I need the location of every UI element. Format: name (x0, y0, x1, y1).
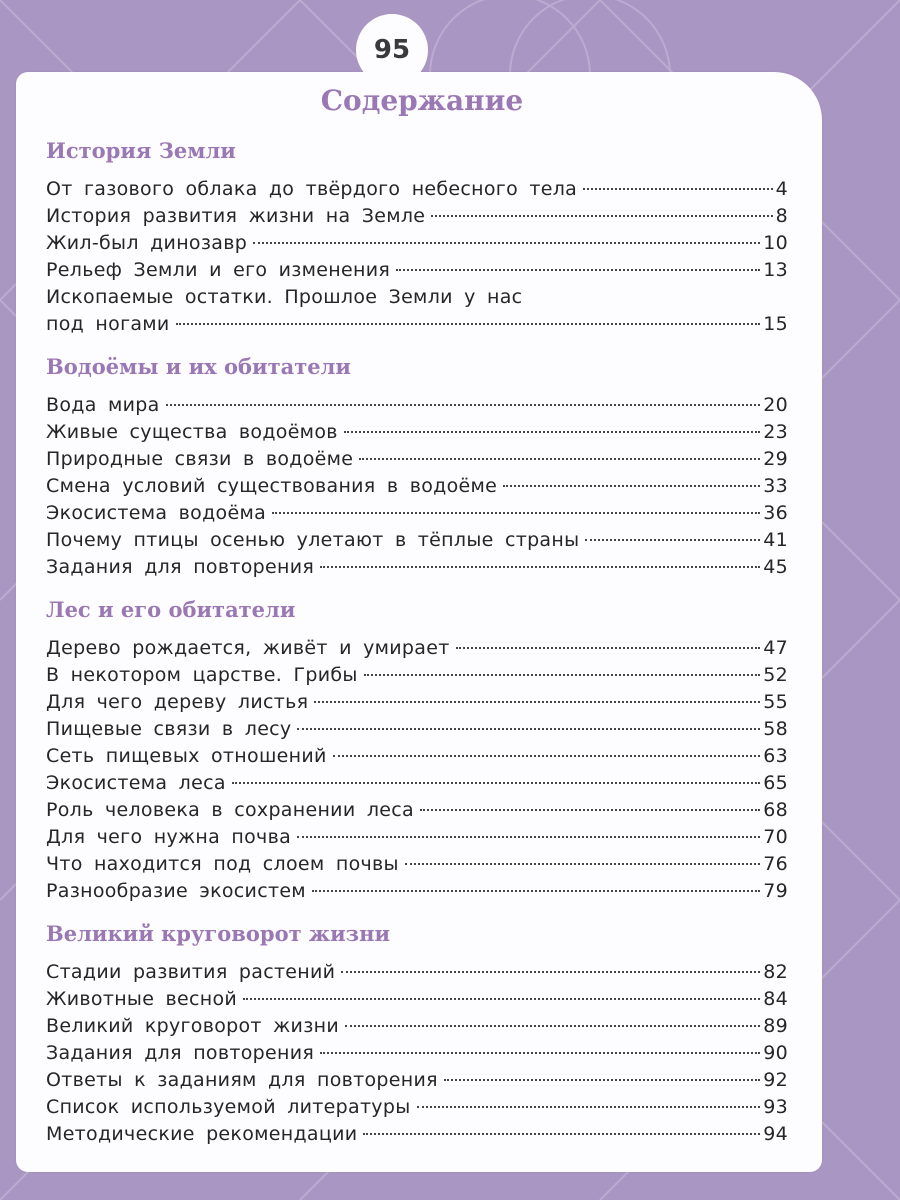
page-title: Содержание (320, 84, 524, 117)
toc-entry[interactable] (46, 1094, 788, 1121)
toc-entry[interactable] (46, 797, 788, 824)
section-title[interactable]: Лес и его обитатели (46, 597, 296, 622)
leader-dots (243, 998, 760, 1000)
toc-entry[interactable] (46, 959, 788, 986)
entry-page: 15 (763, 313, 788, 335)
toc-entry[interactable] (46, 203, 788, 230)
entry-page: 45 (763, 556, 788, 578)
toc-entry[interactable] (46, 419, 788, 446)
section-history-of-earth (46, 134, 788, 338)
entry-title: Смена условий существования в водоёме (46, 475, 498, 497)
toc-entry[interactable] (46, 851, 788, 878)
leader-dots (297, 836, 760, 838)
leader-dots (333, 755, 761, 757)
leader-dots (503, 485, 760, 487)
entry-title: Что находится под слоем почвы (46, 853, 399, 875)
leader-dots (396, 269, 760, 271)
toc-entry[interactable] (46, 1067, 788, 1094)
toc-entry[interactable] (46, 1121, 788, 1148)
entry-title: Экосистема водоёма (46, 502, 267, 524)
leader-dots (320, 566, 760, 568)
section-great-cycle-of-life (46, 917, 788, 1148)
leader-dots (456, 647, 761, 649)
leader-dots (341, 971, 760, 973)
entry-title: Задания для повторения (46, 1042, 315, 1064)
entry-page: 13 (763, 259, 788, 281)
entry-title: Для чего дереву листья (46, 691, 309, 713)
toc-entry[interactable] (46, 527, 788, 554)
toc-entry[interactable] (46, 716, 788, 743)
leader-dots (232, 782, 760, 784)
entry-title-line1: Ископаемые остатки. Прошлое Земли у нас (46, 286, 523, 308)
entry-title: Список используемой литературы (46, 1096, 411, 1118)
entry-page: 94 (763, 1123, 788, 1145)
toc-entry-line2[interactable] (46, 311, 788, 338)
leader-dots (364, 674, 761, 676)
entry-title: Методические рекомендации (46, 1123, 358, 1145)
entry-page: 23 (763, 421, 788, 443)
toc-entry[interactable] (46, 554, 788, 581)
entry-title-line2: под ногами (46, 313, 170, 335)
page-number: 95 (356, 14, 428, 86)
leader-dots (431, 215, 772, 217)
section-title[interactable]: Великий круговорот жизни (46, 921, 391, 946)
entry-page: 36 (763, 502, 788, 524)
entry-page: 58 (763, 718, 788, 740)
section-title[interactable]: История Земли (46, 138, 236, 163)
entry-page: 68 (763, 799, 788, 821)
toc-entry[interactable] (46, 878, 788, 905)
entry-title: Великий круговорот жизни (46, 1015, 339, 1037)
entry-title: Роль человека в сохранении леса (46, 799, 414, 821)
toc-entry[interactable] (46, 743, 788, 770)
entry-page: 52 (763, 664, 788, 686)
toc-entry[interactable] (46, 473, 788, 500)
entry-page: 4 (775, 178, 788, 200)
entry-page: 55 (763, 691, 788, 713)
toc-entry[interactable] (46, 176, 788, 203)
entry-page: 29 (763, 448, 788, 470)
entry-page: 63 (763, 745, 788, 767)
entry-title: Пищевые связи в лесу (46, 718, 292, 740)
entry-title: Природные связи в водоёме (46, 448, 354, 470)
entry-title: Сеть пищевых отношений (46, 745, 327, 767)
leader-dots (363, 1133, 760, 1135)
entry-page: 65 (763, 772, 788, 794)
leader-dots (585, 539, 760, 541)
entry-page: 47 (763, 637, 788, 659)
leader-dots (297, 728, 760, 730)
entry-page: 41 (763, 529, 788, 551)
leader-dots (359, 458, 760, 460)
entry-title: Жил-был динозавр (46, 232, 248, 254)
section-title[interactable]: Водоёмы и их обитатели (46, 354, 351, 379)
leader-dots (444, 1079, 760, 1081)
entry-page: 89 (763, 1015, 788, 1037)
entry-title: От газового облака до твёрдого небесного тела (46, 178, 578, 200)
entry-title: Разнообразие экосистем (46, 880, 306, 902)
toc-entry[interactable] (46, 689, 788, 716)
entry-title: История развития жизни на Земле (46, 205, 426, 227)
leader-dots (344, 431, 760, 433)
leader-dots (417, 1106, 761, 1108)
entry-title: Животные весной (46, 988, 238, 1010)
toc-entry[interactable] (46, 446, 788, 473)
entry-title: Экосистема леса (46, 772, 226, 794)
entry-page: 90 (763, 1042, 788, 1064)
entry-title: Стадии развития растений (46, 961, 336, 983)
leader-dots (272, 512, 760, 514)
toc-entry[interactable] (46, 824, 788, 851)
toc-entry[interactable] (46, 392, 788, 419)
entry-page: 8 (775, 205, 788, 227)
entry-page: 76 (763, 853, 788, 875)
toc-entry-line1[interactable] (46, 284, 788, 311)
entry-title: В некотором царстве. Грибы (46, 664, 358, 686)
section-forest (46, 593, 788, 905)
leader-dots (583, 188, 773, 190)
entry-page: 70 (763, 826, 788, 848)
leader-dots (320, 1052, 760, 1054)
entry-title: Задания для повторения (46, 556, 315, 578)
leader-dots (176, 323, 761, 325)
leader-dots (405, 863, 760, 865)
entry-page: 10 (763, 232, 788, 254)
entry-page: 93 (763, 1096, 788, 1118)
entry-title: Вода мира (46, 394, 160, 416)
toc-entry[interactable] (46, 1013, 788, 1040)
toc-entry[interactable] (46, 230, 788, 257)
toc-entry[interactable] (46, 770, 788, 797)
entry-page: 82 (763, 961, 788, 983)
toc-entry[interactable] (46, 662, 788, 689)
entry-title: Живые существа водоёмов (46, 421, 338, 443)
leader-dots (314, 701, 760, 703)
toc-entry[interactable] (46, 635, 788, 662)
section-water-bodies (46, 350, 788, 581)
leader-dots (420, 809, 760, 811)
toc-entry[interactable] (46, 257, 788, 284)
toc-entry[interactable] (46, 1040, 788, 1067)
entry-title: Рельеф Земли и его изменения (46, 259, 391, 281)
entry-page: 33 (763, 475, 788, 497)
entry-title: Для чего нужна почва (46, 826, 292, 848)
leader-dots (166, 404, 761, 406)
entry-title: Почему птицы осенью улетают в тёплые страны (46, 529, 580, 551)
leader-dots (345, 1025, 760, 1027)
leader-dots (312, 890, 760, 892)
entry-title: Ответы к заданиям для повторения (46, 1069, 438, 1091)
leader-dots (253, 242, 760, 244)
entry-page: 20 (763, 394, 788, 416)
toc-entry[interactable] (46, 986, 788, 1013)
toc-entry[interactable] (46, 500, 788, 527)
entry-page: 92 (763, 1069, 788, 1091)
entry-page: 84 (763, 988, 788, 1010)
table-of-contents (46, 132, 788, 1148)
entry-title: Дерево рождается, живёт и умирает (46, 637, 450, 659)
entry-page: 79 (763, 880, 788, 902)
